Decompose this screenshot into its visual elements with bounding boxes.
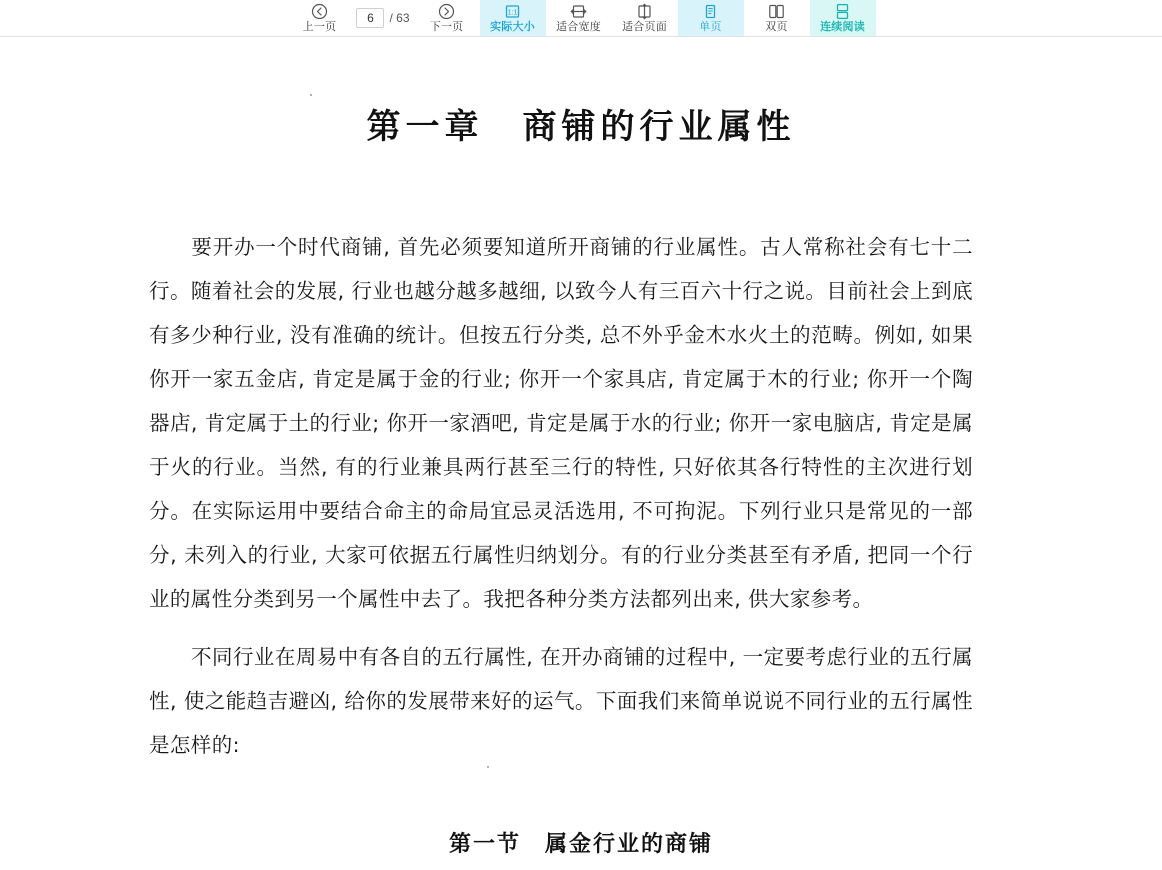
actual-size-icon: [504, 3, 521, 20]
page-indicator: [352, 0, 413, 36]
prev-page-label: 上一页: [302, 21, 337, 33]
scan-speck: [310, 94, 312, 96]
section-title: 第一节 属金行业的商铺: [448, 832, 713, 857]
chapter-title: 第一章 商铺的行业属性: [366, 107, 796, 147]
next-page-button[interactable]: [414, 0, 480, 36]
fit-page-label: 适合页面: [622, 21, 667, 33]
actual-size-button[interactable]: [480, 0, 546, 36]
paragraph-one-text: 要开办一个时代商铺, 首先必须要知道所开商铺的行业属性。古人常称社会有七十二行。随着社会的发展, 行业也越分越多越细, 以致今人有三百六十行之说。目前社会上到底有多少种行业, 没有准确的统计。但按五行分类, 总不外乎金木水火土的范畴。例如, 如果你开一家五金店, 肯定是属于金的行业; 你开一个家具店, 肯定属于木的行业; 你开一个陶器店, 肯定属于土的行业; 你开一家酒吧, 肯定是属于水的行业; 你开一家电脑店, 肯定是属于火的行业。当然, 有的行业兼具两行甚至三行的特性, 只好依其各行特性的主次进行划分。在实际运用中要结合命主的命局宜忌灵活选用, 不可拘泥。下列行业只是常见的一部分, 未列入的行业, 大家可依据五行属性归纳划分。有的行业分类甚至有矛盾, 把同一个行业的属性分类到另一个属性中去了。我把各种分类方法都列出来, 供大家参考。: [149, 235, 973, 611]
chevron-right-circle-icon: [438, 3, 455, 20]
double-page-button[interactable]: [744, 0, 810, 36]
fit-width-label: 适合宽度: [556, 21, 601, 33]
single-page-icon: [702, 3, 719, 20]
page-number-input[interactable]: 6: [356, 8, 384, 28]
paragraph-two-text: 不同行业在周易中有各自的五行属性, 在开办商铺的过程中, 一定要考虑行业的五行属性, 使之能趋吉避凶, 给你的发展带来好的运气。下面我们来简单说说不同行业的五行属性是怎样的:: [149, 645, 973, 757]
prev-page-button[interactable]: [286, 0, 352, 36]
continuous-read-label: 连续阅读: [820, 21, 865, 33]
continuous-scroll-icon: [834, 3, 851, 20]
single-page-button[interactable]: [678, 0, 744, 36]
continuous-read-button[interactable]: [810, 0, 876, 36]
double-page-icon: [768, 3, 785, 20]
paragraph-two: [149, 635, 973, 767]
viewer-toolbar: [0, 0, 1162, 37]
fit-width-button[interactable]: [546, 0, 612, 36]
document-page[interactable]: [0, 37, 1162, 870]
scanned-page-image: [0, 37, 1162, 870]
actual-size-label: 实际大小: [490, 21, 535, 33]
page-total-label: / 63: [389, 11, 410, 25]
next-page-label: 下一页: [429, 21, 464, 33]
double-page-label: 双页: [765, 21, 788, 33]
svg-text:1:1: 1:1: [507, 9, 518, 17]
chevron-left-circle-icon: [311, 3, 328, 20]
fit-page-button[interactable]: [612, 0, 678, 36]
single-page-label: 单页: [699, 21, 722, 33]
fit-page-icon: [636, 3, 653, 20]
paragraph-one: [149, 225, 973, 621]
fit-width-icon: [570, 3, 587, 20]
